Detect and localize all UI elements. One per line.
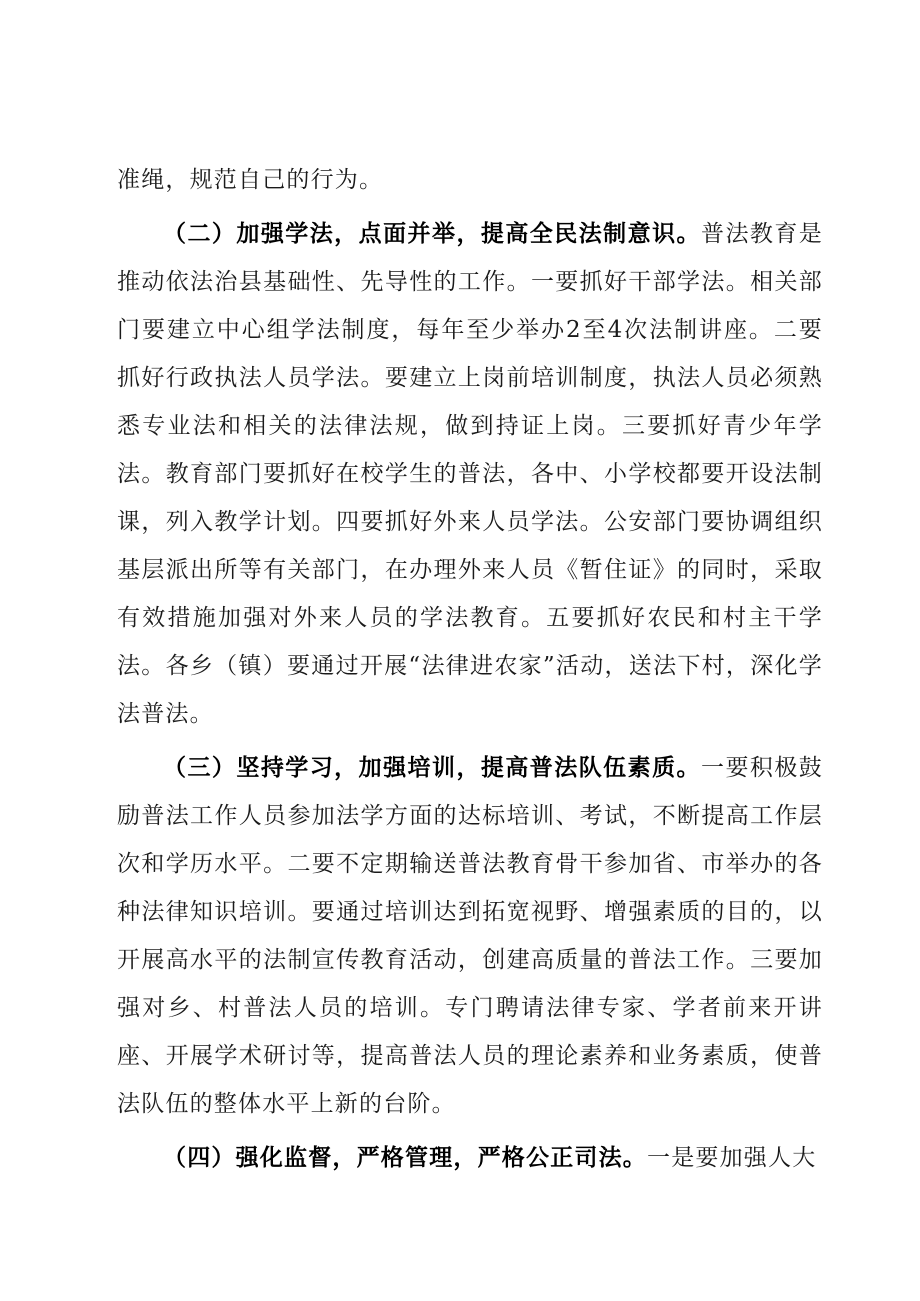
- paragraph-text: 普法教育是推动依法治县基础性、先导性的工作。一要抓好干部学法。相关部门要建立中心组学法制度，每年至少举办2至4次法制讲座。二要抓好行政执法人员学法。要建立上岗前培训制度，执法人员必须熟悉专业法和相关的法律法规，做到持证上岗。三要抓好青少年学法。教育部门要抓好在校学生的普法，各中、小学校都要开设法制课，列入教学计划。四要抓好外来人员学法。公安部门要协调组织基层派出所等有关部门，在办理外来人员《暂住证》的同时，采取有效措施加强对外来人员的学法教育。五要抓好农民和村主干学法。各乡（镇）要通过开展“法律进农家”活动，送法下村，深化学法普法。: [117, 221, 823, 727]
- section-heading: （四）强化监督，严格管理，严格公正司法。: [163, 1144, 647, 1171]
- section-heading: （二）加强学法，点面并举，提高全民法制意识。: [163, 220, 701, 247]
- paragraph-text: 准绳，规范自己的行为。: [117, 167, 384, 193]
- paragraph-continuation: [117, 156, 823, 204]
- paragraph-text: 一要积极鼓励普法工作人员参加法学方面的达标培训、考试，不断提高工作层次和学历水平。二要不定期输送普法教育骨干参加省、市举办的各种法律知识培训。要通过培训达到拓宽视野、增强素质的目的，以开展高水平的法制宣传教育活动，创建高质量的普法工作。三要加强对乡、村普法人员的培训。专门聘请法律专家、学者前来开讲座、开展学术研讨等，提高普法人员的理论素养和业务素质，使普法队伍的整体水平上新的台阶。: [117, 755, 823, 1117]
- paragraph-section-3: [117, 744, 823, 1128]
- paragraph-text: 一是要加强人大: [647, 1145, 817, 1171]
- paragraph-section-2: [117, 210, 823, 738]
- section-heading: （三）坚持学习，加强培训，提高普法队伍素质。: [163, 754, 701, 781]
- paragraph-section-4: [117, 1134, 823, 1182]
- document-body: [117, 156, 823, 1188]
